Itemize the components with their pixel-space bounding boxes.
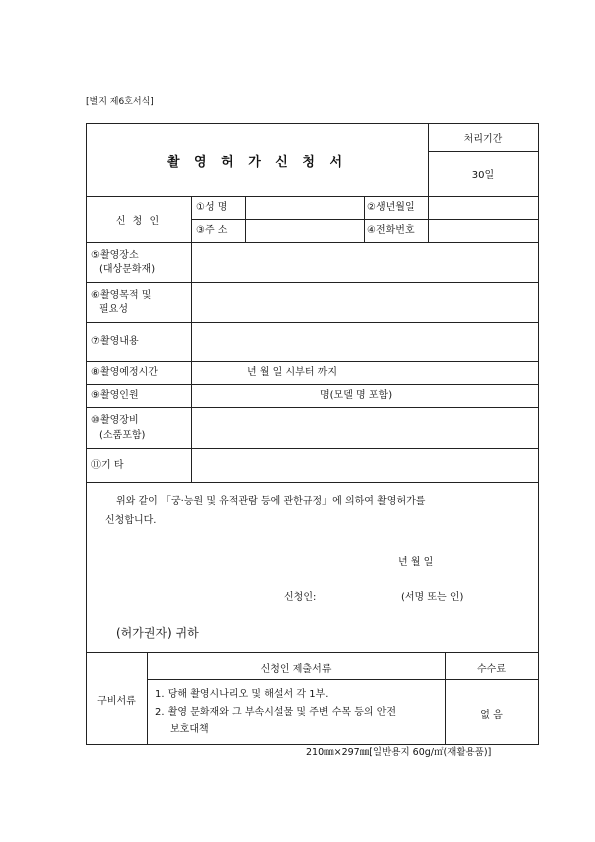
signature-note: (서명 또는 인): [401, 592, 464, 603]
shooting-place-field[interactable]: [192, 243, 538, 282]
other-label: ⑪기 타: [91, 460, 124, 471]
declaration-text-line1: 위와 같이 「궁·능원 및 유적관람 등에 관한규정」에 의하여 촬영허가를: [116, 496, 426, 507]
processing-period-value: 30일: [471, 170, 495, 181]
shooting-equipment-sublabel: (소품포함): [99, 430, 146, 441]
shooting-people-label: ⑨촬영인원: [91, 390, 139, 401]
document-item-2: 2. 촬영 문화재와 그 부속시설물 및 주변 수목 등의 안전: [155, 707, 397, 718]
shooting-purpose-sublabel: 필요성: [99, 304, 128, 315]
birth-date-label: ②생년월일: [367, 202, 415, 213]
other-field[interactable]: [192, 449, 538, 482]
form-number-label: [별지 제6호서식]: [86, 97, 154, 107]
name-field[interactable]: [246, 197, 364, 219]
address-label: ③주 소: [196, 225, 228, 236]
shooting-place-sublabel: (대상문화재): [99, 264, 156, 275]
application-date: 년 월 일: [398, 557, 434, 568]
shooting-place-label: ⑤촬영장소: [91, 250, 139, 261]
shooting-people-field[interactable]: [192, 385, 538, 407]
shooting-content-label: ⑦촬영내용: [91, 336, 139, 347]
documents-header: 신청인 제출서류: [260, 664, 332, 675]
paper-size-footer: 210㎜×297㎜[일반용지 60g/㎡(재활용품)]: [306, 747, 492, 758]
document-item-1: 1. 당해 촬영시나리오 및 해설서 각 1부.: [155, 689, 329, 700]
shooting-equipment-field[interactable]: [192, 408, 538, 448]
shooting-schedule-text: 년 월 일 시부터 까지: [247, 367, 337, 378]
name-label: ①성 명: [196, 202, 228, 213]
processing-period-label: 처리기간: [463, 134, 503, 145]
shooting-purpose-label: ⑥촬영목적 및: [91, 290, 152, 301]
phone-field[interactable]: [429, 220, 538, 242]
shooting-content-field[interactable]: [192, 323, 538, 361]
phone-label: ④전화번호: [367, 225, 415, 236]
birth-date-field[interactable]: [429, 197, 538, 219]
applicant-signature-field[interactable]: [322, 587, 398, 607]
shooting-equipment-label: ⑩촬영장비: [91, 415, 139, 426]
shooting-schedule-label: ⑧촬영예정시간: [91, 367, 158, 378]
address-field[interactable]: [246, 220, 364, 242]
fee-header: 수수료: [477, 664, 506, 675]
fee-value: 없 음: [480, 710, 503, 721]
shooting-purpose-field[interactable]: [192, 283, 538, 322]
recipient-label: (허가권자) 귀하: [116, 626, 199, 640]
required-documents-label: 구비서류: [97, 696, 136, 707]
applicant-signature-label: 신청인:: [284, 592, 317, 603]
document-item-2-continued: 보호대책: [170, 724, 209, 735]
form-title: 촬 영 허 가 신 청 서: [166, 155, 348, 170]
shooting-people-text: 명(모델 명 포함): [320, 390, 393, 401]
applicant-label: 신 청 인: [115, 216, 162, 227]
declaration-text-line2: 신청합니다.: [105, 515, 157, 526]
shooting-schedule-field[interactable]: [192, 362, 538, 384]
